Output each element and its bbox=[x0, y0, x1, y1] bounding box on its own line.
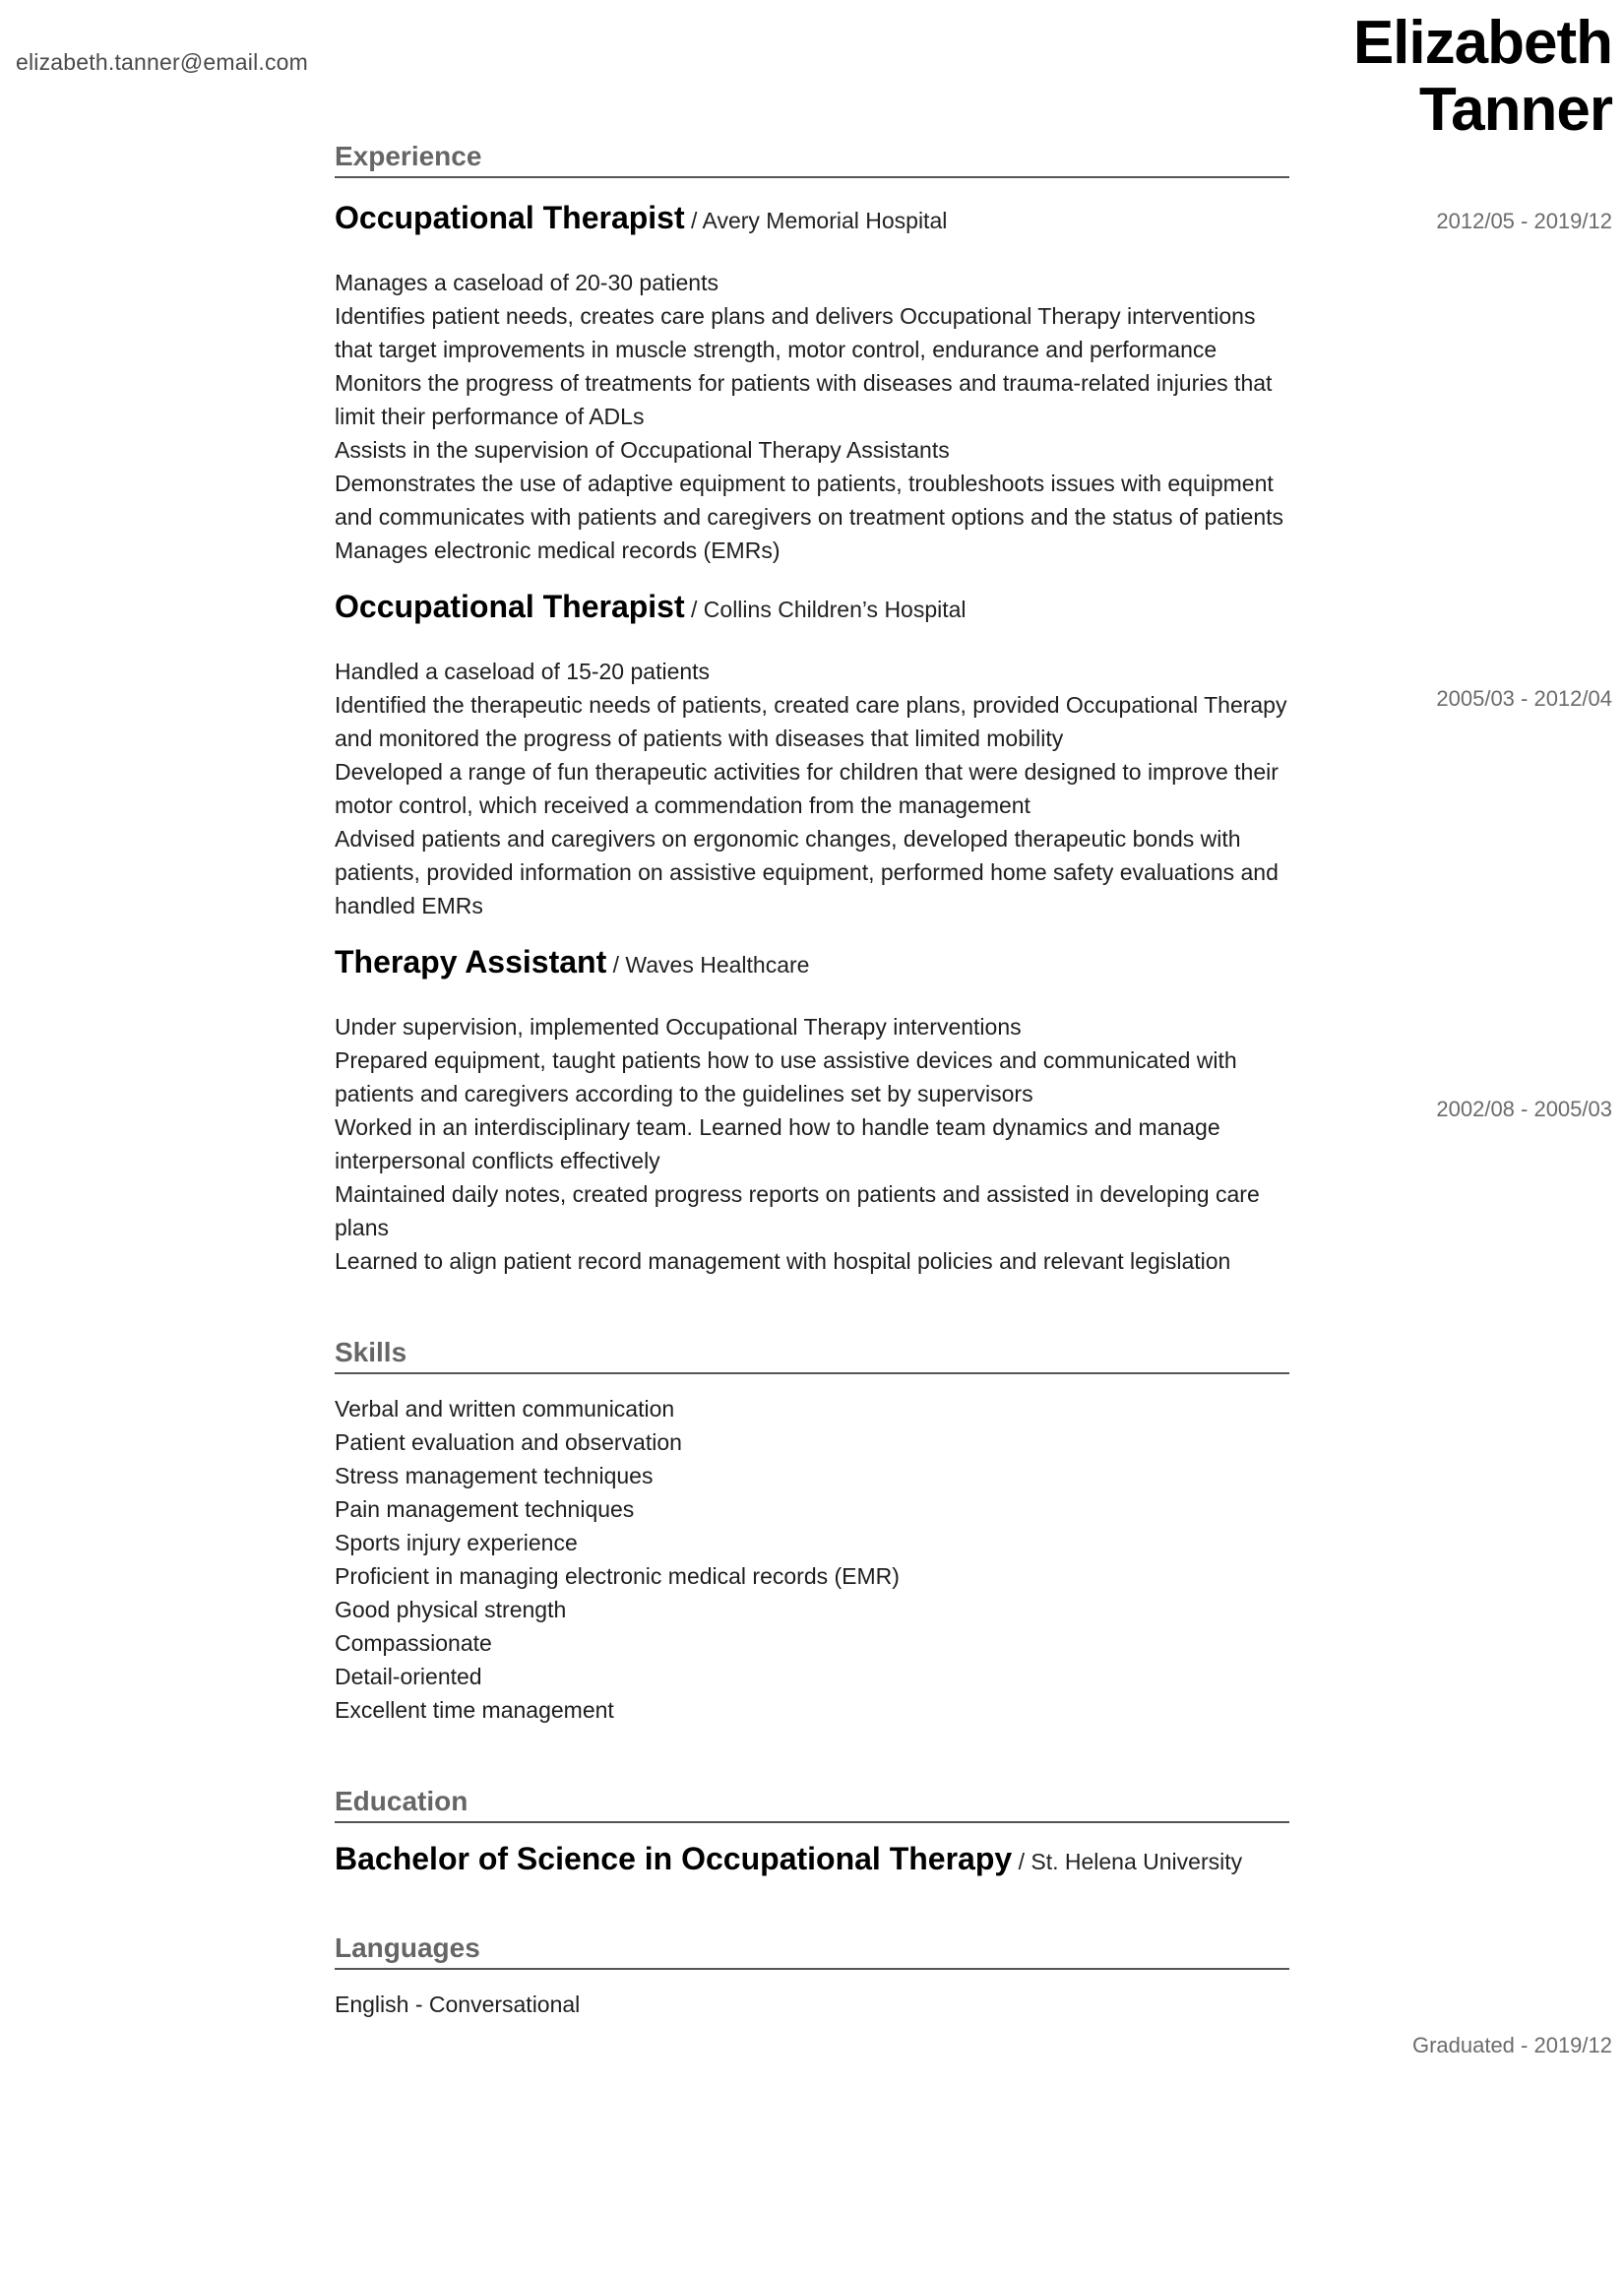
skill-item: Proficient in managing electronic medical records (EMR) bbox=[335, 1563, 900, 1589]
job-bullet: Handled a caseload of 15-20 patients bbox=[335, 659, 711, 684]
section-title-skills: Skills bbox=[335, 1337, 1289, 1374]
job-heading: Occupational Therapist / Collins Children’s Hospital bbox=[335, 589, 967, 624]
job-org: Collins Children’s Hospital bbox=[703, 597, 967, 622]
section-title-languages: Languages bbox=[335, 1932, 1289, 1970]
education-degree: Bachelor of Science in Occupational Therapy bbox=[335, 1841, 1013, 1876]
job-heading: Occupational Therapist / Avery Memorial Hospital bbox=[335, 200, 948, 235]
job-dates: 2002/08 - 2005/03 bbox=[1436, 1097, 1612, 1121]
education-dates: Graduated - 2019/12 bbox=[1411, 2033, 1612, 2057]
section-title-education: Education bbox=[335, 1786, 1289, 1823]
job-entry bbox=[335, 942, 1289, 1278]
email-text: elizabeth.tanner@email.com bbox=[16, 49, 309, 75]
name-last: Tanner bbox=[1418, 76, 1612, 144]
job-bullet: Manages a caseload of 20-30 patients bbox=[335, 270, 718, 295]
job-bullet: Assists in the supervision of Occupational Therapy Assistants bbox=[335, 437, 950, 463]
job-bullets bbox=[335, 266, 1289, 567]
candidate-name bbox=[1353, 10, 1612, 144]
skill-item: Sports injury experience bbox=[335, 1530, 578, 1555]
section-title-experience: Experience bbox=[335, 141, 1289, 178]
job-bullet: Learned to align patient record management with hospital policies and relevant legislation bbox=[335, 1248, 1231, 1274]
job-bullet: Demonstrates the use of adaptive equipment to patients, troubleshoots issues with equipment and communicates with patients and caregivers on treatment options and the status of patients bbox=[335, 471, 1284, 530]
job-role: Therapy Assistant bbox=[335, 944, 607, 980]
job-bullet: Identifies patient needs, creates care plans and delivers Occupational Therapy interventions that target improvements in muscle strength, motor control, endurance and performance bbox=[335, 303, 1256, 362]
skill-item: Patient evaluation and observation bbox=[335, 1429, 682, 1455]
skills-list bbox=[335, 1392, 1289, 1727]
job-bullets bbox=[335, 655, 1289, 922]
job-org: Avery Memorial Hospital bbox=[702, 208, 948, 233]
job-bullet: Developed a range of fun therapeutic activities for children that were designed to improve their motor control, which received a commendation from the management bbox=[335, 759, 1279, 818]
job-bullet: Maintained daily notes, created progress reports on patients and assisted in developing care plans bbox=[335, 1181, 1260, 1240]
education-school: St. Helena University bbox=[1031, 1849, 1243, 1874]
skill-item: Compassionate bbox=[335, 1630, 492, 1656]
job-bullet: Advised patients and caregivers on ergonomic changes, developed therapeutic bonds with patients, provided information on assistive equipment, performed home safety evaluations and handled EMRs bbox=[335, 826, 1279, 918]
job-heading: Therapy Assistant / Waves Healthcare bbox=[335, 944, 810, 980]
job-bullet: Under supervision, implemented Occupational Therapy interventions bbox=[335, 1014, 1022, 1040]
skill-item: Detail-oriented bbox=[335, 1664, 482, 1689]
job-bullet: Worked in an interdisciplinary team. Learned how to handle team dynamics and manage interpersonal conflicts effectively bbox=[335, 1114, 1220, 1173]
skill-item: Good physical strength bbox=[335, 1597, 567, 1622]
job-dates: 2012/05 - 2019/12 bbox=[1436, 209, 1612, 233]
job-role: Occupational Therapist bbox=[335, 200, 685, 235]
skill-item: Stress management techniques bbox=[335, 1463, 654, 1488]
education-heading: Bachelor of Science in Occupational Therapy / St. Helena University bbox=[335, 1841, 1243, 1876]
job-entry bbox=[335, 587, 1289, 922]
job-bullet: Prepared equipment, taught patients how to use assistive devices and communicated with patients and caregivers according to the guidelines set by supervisors bbox=[335, 1047, 1237, 1106]
languages-list bbox=[335, 1988, 1289, 2021]
job-bullets bbox=[335, 1010, 1289, 1278]
language-item: English - Conversational bbox=[335, 1992, 581, 2017]
job-role: Occupational Therapist bbox=[335, 589, 685, 624]
skill-item: Verbal and written communication bbox=[335, 1396, 675, 1422]
job-dates: 2005/03 - 2012/04 bbox=[1436, 686, 1612, 711]
job-bullet: Monitors the progress of treatments for patients with diseases and trauma-related injuries that limit their performance of ADLs bbox=[335, 370, 1273, 429]
job-entry bbox=[335, 198, 1289, 567]
job-bullet: Identified the therapeutic needs of patients, created care plans, provided Occupational Therapy and monitored the progress of patients with diseases that limited mobility bbox=[335, 692, 1287, 751]
job-bullet: Manages electronic medical records (EMRs) bbox=[335, 537, 781, 563]
resume-main bbox=[335, 141, 1289, 2021]
skill-item: Pain management techniques bbox=[335, 1496, 635, 1522]
job-org: Waves Healthcare bbox=[625, 952, 810, 978]
skill-item: Excellent time management bbox=[335, 1697, 614, 1723]
name-first: Elizabeth bbox=[1352, 9, 1612, 77]
